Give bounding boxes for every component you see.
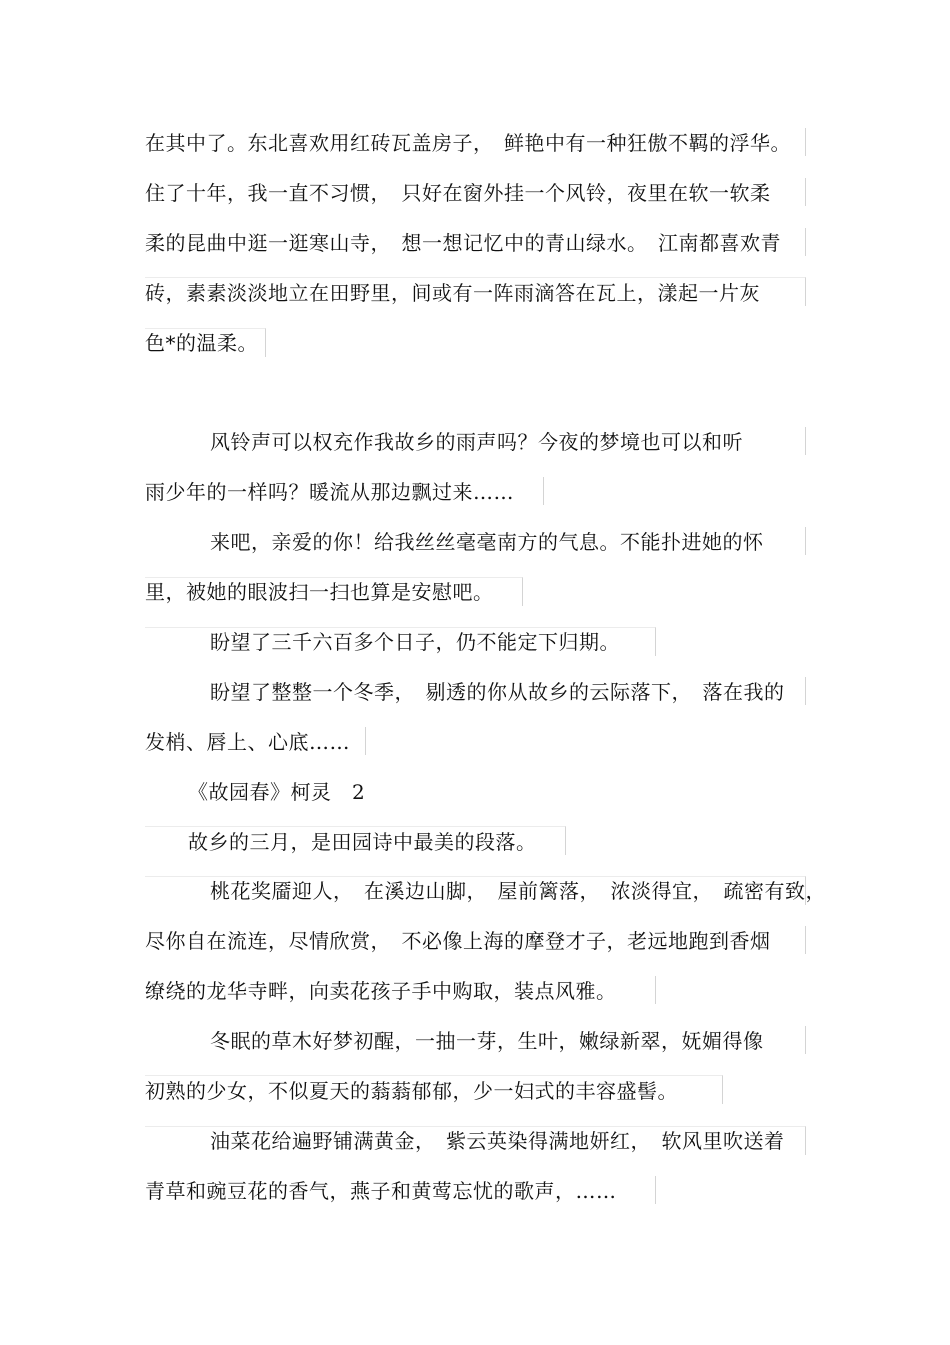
text-line: 砖，素素淡淡地立在田野里，间或有一阵雨滴答在瓦上，漾起一片灰 xyxy=(145,281,760,305)
text-line: 盼望了三千六百多个日子，仍不能定下归期。 xyxy=(210,630,620,654)
text-line: 盼望了整整一个冬季， 剔透的你从故乡的云际落下， 落在我的 xyxy=(210,680,785,704)
text-line: 来吧，亲爱的你！给我丝丝毫毫南方的气息。不能扑进她的怀 xyxy=(210,530,764,554)
text-line: 柔的昆曲中逛一逛寒山寺， 想一想记忆中的青山绿水。 江南都喜欢青 xyxy=(145,231,781,255)
text-line: 风铃声可以权充作我故乡的雨声吗？今夜的梦境也可以和听 xyxy=(210,430,743,454)
text-line: 在其中了。东北喜欢用红砖瓦盖房子， 鲜艳中有一种狂傲不羁的浮华。 xyxy=(145,131,791,155)
text-line: 尽你自在流连，尽情欣赏， 不必像上海的摩登才子，老远地跑到香烟 xyxy=(145,929,771,953)
text-line: 色*的温柔。 xyxy=(145,331,258,355)
text-line: 油菜花给遍野铺满黄金， 紫云英染得满地妍红， 软风里吹送着 xyxy=(210,1129,785,1153)
text-line: 里，被她的眼波扫一扫也算是安慰吧。 xyxy=(145,580,494,604)
section-heading: 《故园春》柯灵 2 xyxy=(188,780,366,804)
text-line: 雨少年的一样吗？暖流从那边飘过来…… xyxy=(145,480,514,504)
text-line: 缭绕的龙华寺畔，向卖花孩子手中购取，装点风雅。 xyxy=(145,979,617,1003)
text-line: 冬眠的草木好梦初醒，一抽一芽，生叶，嫩绿新翠，妩媚得像 xyxy=(210,1029,764,1053)
text-line: 发梢、唇上、心底…… xyxy=(145,730,350,754)
text-line: 桃花奖靥迎人， 在溪边山脚， 屋前篱落， 浓淡得宜， 疏密有致， xyxy=(210,879,826,903)
text-line: 故乡的三月，是田园诗中最美的段落。 xyxy=(188,830,537,854)
text-line: 青草和豌豆花的香气，燕子和黄莺忘忧的歌声，…… xyxy=(145,1179,617,1203)
text-line: 初熟的少女，不似夏天的蓊蓊郁郁，少一妇式的丰容盛髻。 xyxy=(145,1079,678,1103)
text-line: 住了十年，我一直不习惯， 只好在窗外挂一个风铃，夜里在软一软柔 xyxy=(145,181,771,205)
